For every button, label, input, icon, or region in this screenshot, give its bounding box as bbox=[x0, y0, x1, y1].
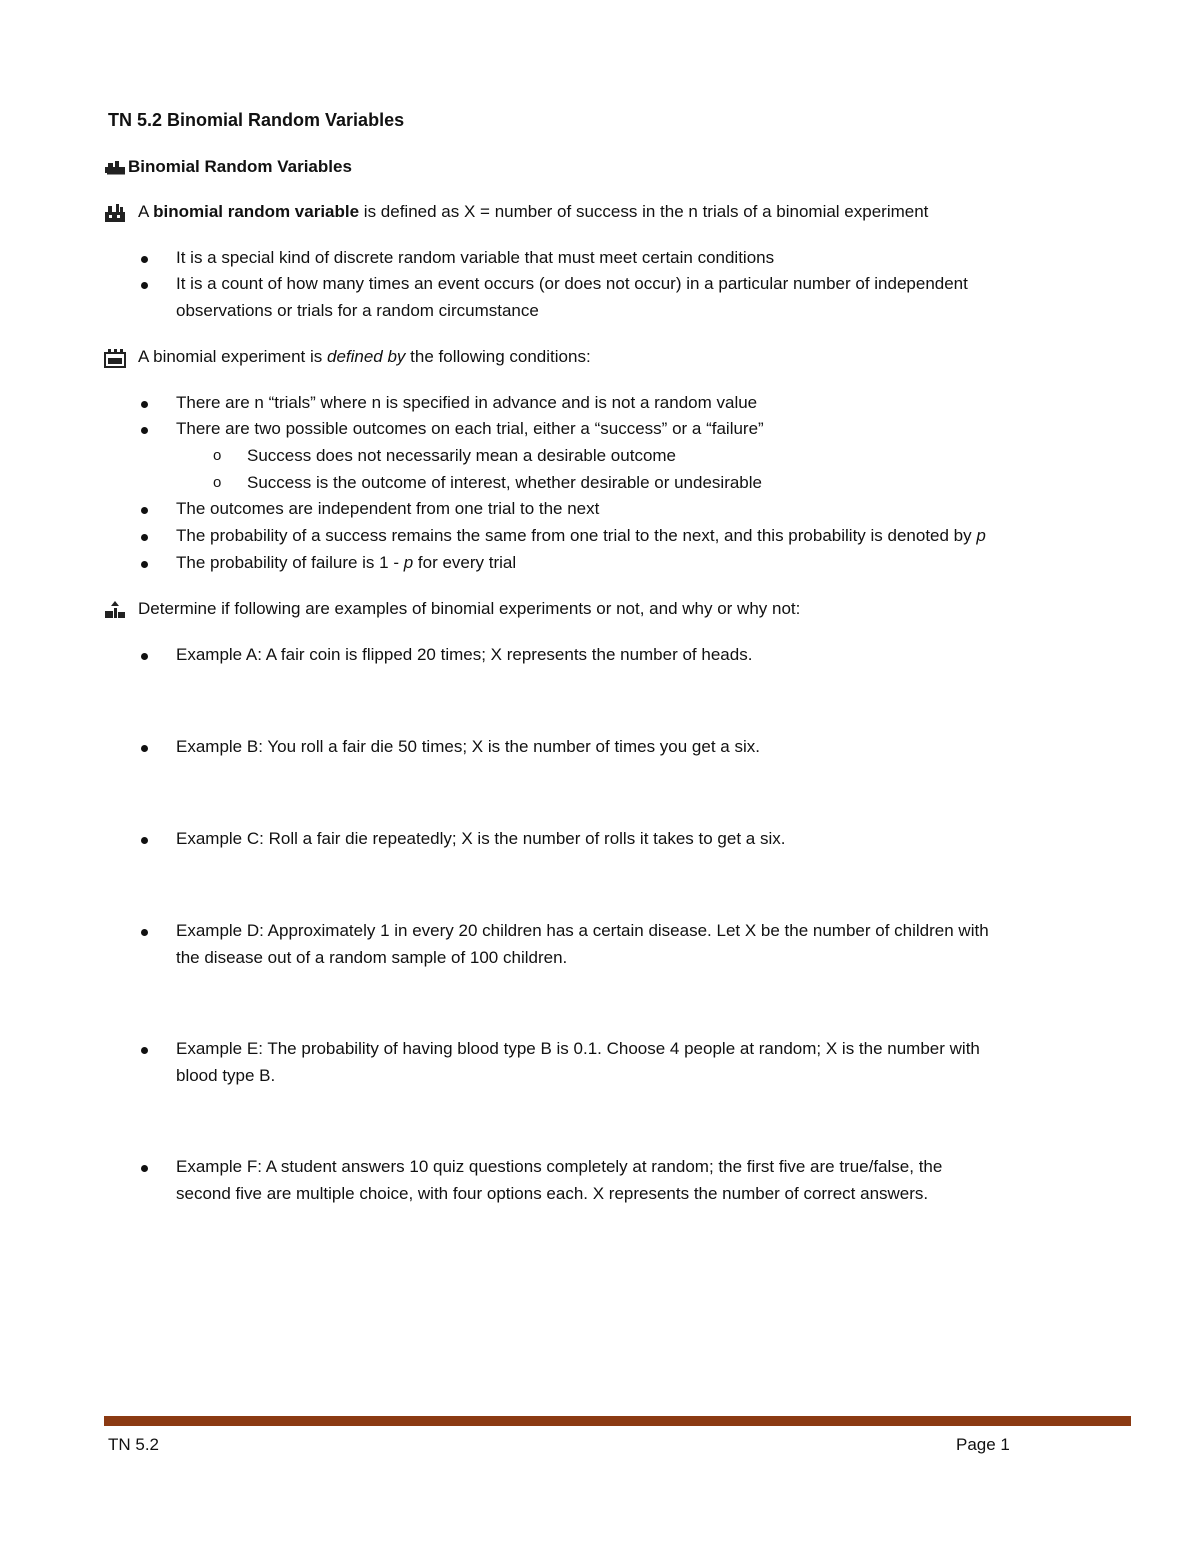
example-d: Example D: Approximately 1 in every 20 children has a certain disease. Let X be the number of children with bbox=[176, 921, 989, 940]
conditions-italic: defined by bbox=[326, 347, 406, 366]
bullet-dot bbox=[141, 929, 148, 936]
definition-term: binomial random variable bbox=[153, 202, 360, 221]
p-symbol: p bbox=[976, 526, 986, 545]
conditions-line bbox=[104, 347, 591, 368]
bullet-dot bbox=[141, 427, 148, 434]
example-f: Example F: A student answers 10 quiz questions completely at random; the first five are true/false, the bbox=[176, 1157, 943, 1176]
condition-bullet-4-text: The probability of a success remains the same from one trial to the next, and this probability is denoted by bbox=[176, 526, 977, 545]
section-heading bbox=[104, 157, 352, 177]
condition-bullet-3: The outcomes are independent from one trial to the next bbox=[176, 499, 600, 518]
definition-bullet-2-continued: observations or trials for a random circumstance bbox=[176, 301, 539, 320]
key-point-icon bbox=[104, 159, 128, 175]
definition-bullet-2: It is a count of how many times an event occurs (or does not occur) in a particular number of independent bbox=[176, 274, 968, 293]
footer-rule bbox=[104, 1416, 1131, 1426]
p-symbol: p bbox=[403, 553, 414, 572]
bullet-dot bbox=[141, 507, 148, 514]
document-title: TN 5.2 Binomial Random Variables bbox=[108, 110, 405, 130]
condition-sub-bullet-1: Success does not necessarily mean a desirable outcome bbox=[247, 446, 677, 465]
footer-left: TN 5.2 bbox=[108, 1435, 160, 1454]
example-a: Example A: A fair coin is flipped 20 times; X represents the number of heads. bbox=[176, 645, 753, 664]
task-text: Determine if following are examples of binomial experiments or not, and why or why not: bbox=[138, 599, 801, 618]
conditions-prefix: A binomial experiment is bbox=[138, 347, 327, 366]
task-line bbox=[104, 599, 800, 620]
sub-bullet-marker: o bbox=[213, 447, 222, 464]
definition-icon bbox=[104, 203, 126, 223]
example-f-continued: second five are multiple choice, with four options each. X represents the number of correct answers. bbox=[176, 1184, 929, 1203]
bullet-dot bbox=[141, 745, 148, 752]
section-heading-text: Binomial Random Variables bbox=[128, 157, 352, 176]
task-icon bbox=[104, 600, 126, 620]
condition-bullet-5-text: The probability of failure is 1 - bbox=[176, 553, 404, 572]
condition-bullet-5 bbox=[176, 553, 516, 573]
condition-bullet-2: There are two possible outcomes on each trial, either a “success” or a “failure” bbox=[176, 419, 764, 438]
conditions-suffix: the following conditions: bbox=[405, 347, 591, 366]
sub-bullet-marker: o bbox=[213, 474, 222, 491]
bullet-dot bbox=[141, 401, 148, 408]
bullet-dot bbox=[141, 256, 148, 263]
example-b: Example B: You roll a fair die 50 times; X is the number of times you get a six. bbox=[176, 737, 760, 756]
bullet-dot bbox=[141, 1165, 148, 1172]
bullet-dot bbox=[141, 837, 148, 844]
definition-suffix: is defined as X = number of success in the n trials of a binomial experiment bbox=[359, 202, 929, 221]
bullet-dot bbox=[141, 534, 148, 541]
bullet-dot bbox=[141, 653, 148, 660]
bullet-dot bbox=[141, 282, 148, 289]
condition-bullet-4 bbox=[176, 526, 986, 546]
definition-prefix: A bbox=[138, 202, 154, 221]
definition-bullet-1: It is a special kind of discrete random variable that must meet certain conditions bbox=[176, 248, 775, 267]
condition-sub-bullet-2: Success is the outcome of interest, whether desirable or undesirable bbox=[247, 473, 762, 492]
conditions-icon bbox=[104, 348, 126, 368]
bullet-dot bbox=[141, 561, 148, 568]
example-e: Example E: The probability of having blood type B is 0.1. Choose 4 people at random; X is the number with bbox=[176, 1039, 980, 1058]
condition-bullet-1: There are n “trials” where n is specified in advance and is not a random value bbox=[176, 393, 758, 412]
example-e-continued: blood type B. bbox=[176, 1066, 276, 1085]
condition-bullet-5-tail: for every trial bbox=[413, 553, 517, 572]
example-d-continued: the disease out of a random sample of 100 children. bbox=[176, 948, 568, 967]
example-c: Example C: Roll a fair die repeatedly; X is the number of rolls it takes to get a six. bbox=[176, 829, 786, 848]
footer-page-number: Page 1 bbox=[956, 1435, 1010, 1454]
bullet-dot bbox=[141, 1047, 148, 1054]
definition-line bbox=[104, 202, 928, 223]
